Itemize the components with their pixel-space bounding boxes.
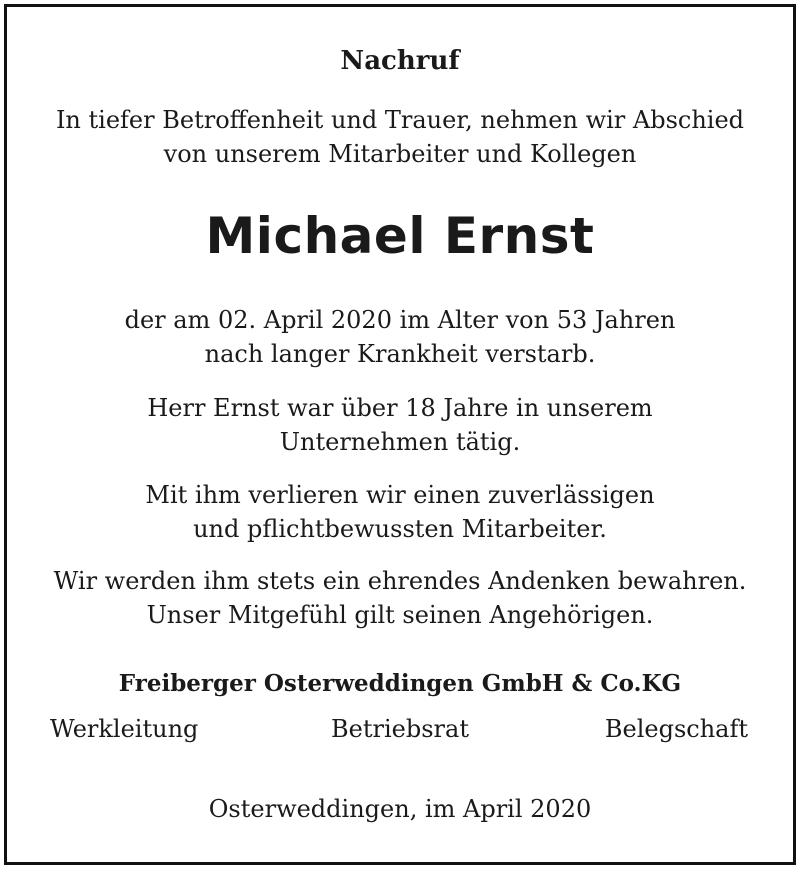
death-info-line-2: nach langer Krankheit verstarb. [204,340,596,368]
death-info-line-1: der am 02. April 2020 im Alter von 53 Jahren [124,306,676,334]
intro-line-1: In tiefer Betroffenheit und Trauer, nehmen wir Abschied [55,106,745,134]
tribute-line-2: und pflichtbewussten Mitarbeiter. [193,515,607,543]
signatory-werkleitung: Werkleitung [50,715,199,743]
notice-heading: Nachruf [340,46,460,76]
signatory-belegschaft: Belegschaft [604,715,748,743]
condolence-line-1: Wir werden ihm stets ein ehrendes Andenken bewahren. [53,567,747,595]
deceased-name: Michael Ernst [205,207,595,265]
condolence-line-2: Unser Mitgefühl gilt seinen Angehörigen. [146,601,654,629]
place-date: Osterweddingen, im April 2020 [208,795,592,823]
tenure-line-2: Unternehmen tätig. [279,428,521,456]
intro-line-2: von unserem Mitarbeiter und Kollegen [163,140,637,168]
signatory-betriebsrat: Betriebsrat [331,715,469,743]
tribute-line-1: Mit ihm verlieren wir einen zuverlässigen [145,481,655,509]
tenure-line-1: Herr Ernst war über 18 Jahre in unserem [147,394,653,422]
company-name: Freiberger Osterweddingen GmbH & Co.KG [118,670,682,697]
